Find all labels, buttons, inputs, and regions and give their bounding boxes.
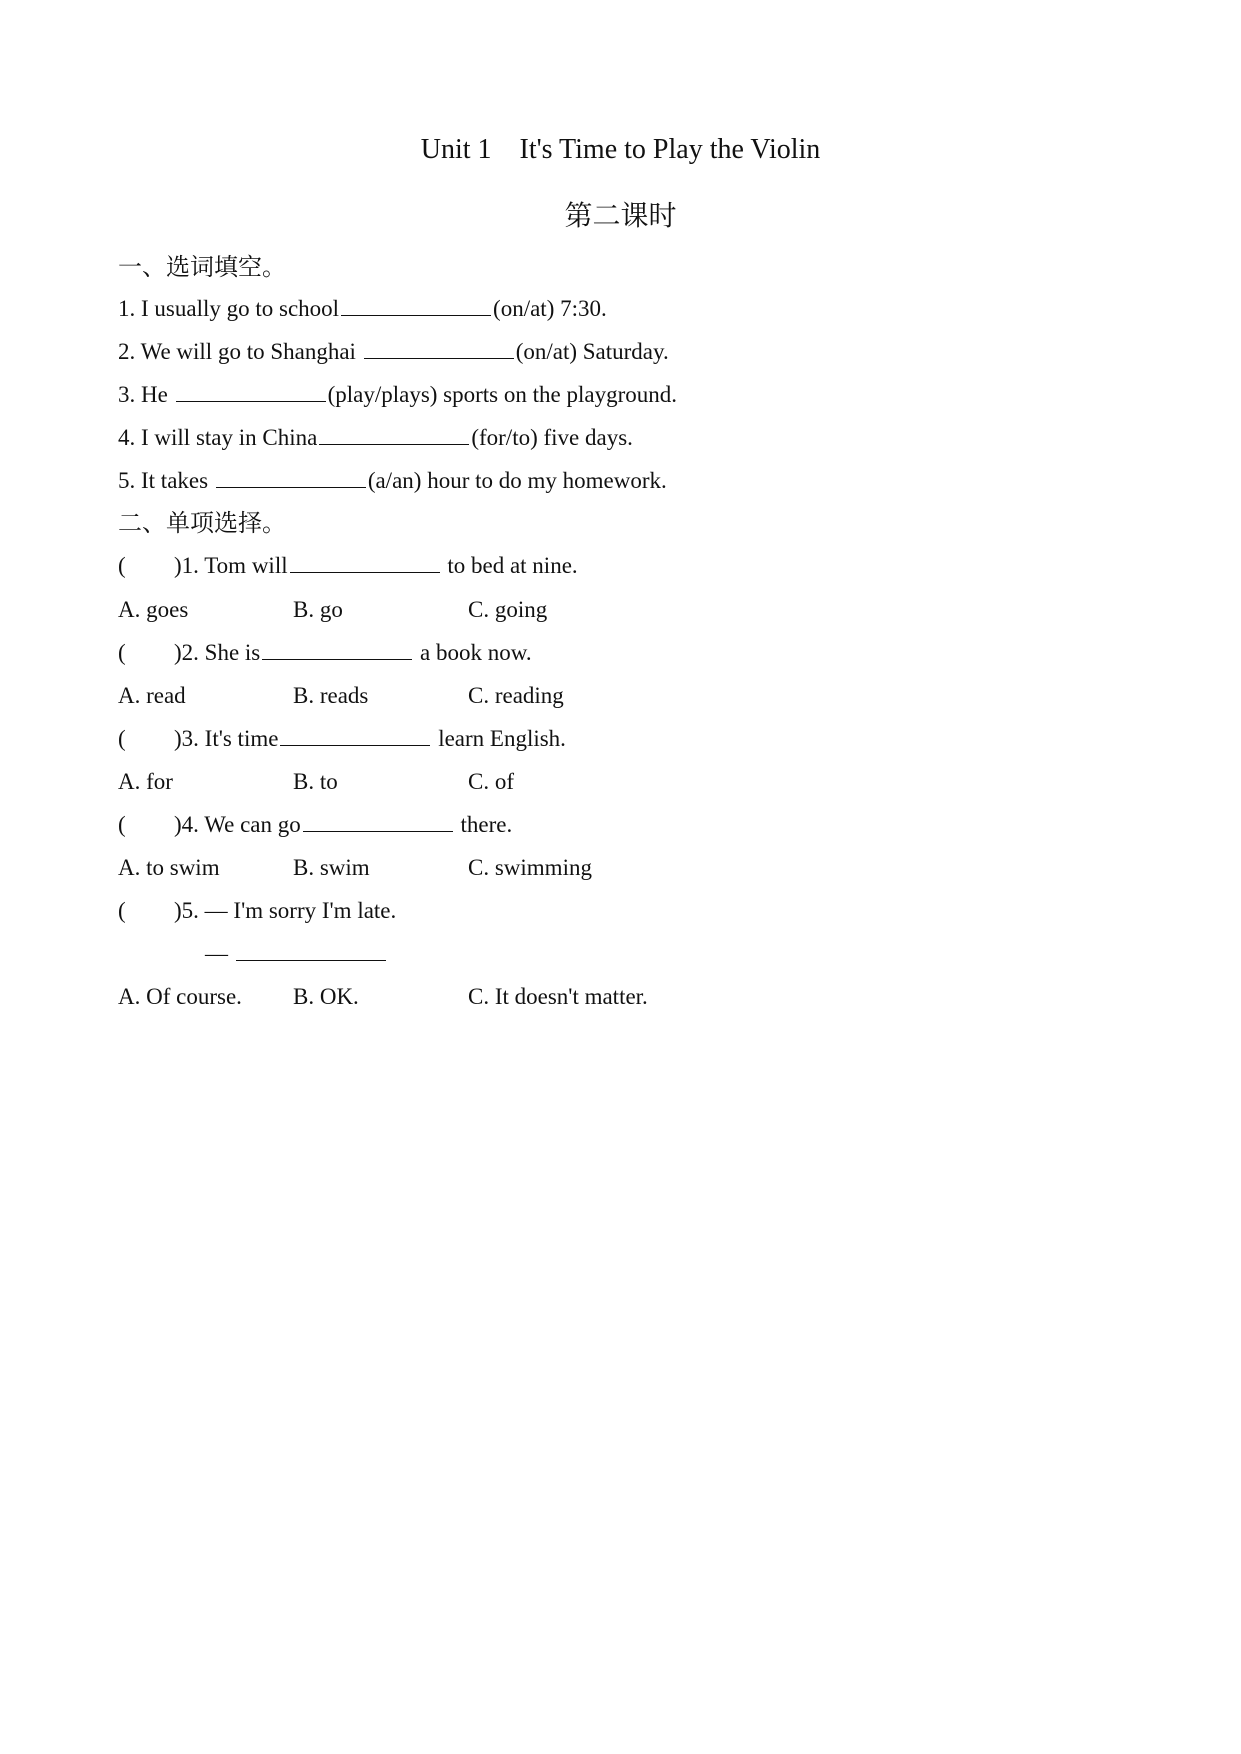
- section-2-heading: 二、单项选择。: [118, 509, 286, 537]
- fill-item-hint: (play/plays) sports on the playground.: [327, 382, 677, 407]
- option-b[interactable]: B. to: [293, 769, 338, 794]
- answer-blank[interactable]: [176, 381, 326, 402]
- mc-question-4: [118, 810, 512, 840]
- answer-paren[interactable]: (: [118, 553, 126, 578]
- answer-blank: [262, 639, 412, 660]
- option-a[interactable]: A. goes: [118, 597, 189, 622]
- dialogue-reply: [205, 939, 388, 969]
- fill-item-text: 5. It takes: [118, 468, 214, 493]
- fill-item-hint: (for/to) five days.: [471, 425, 633, 450]
- mc-question-5: [118, 896, 396, 926]
- question-text: )4. We can go: [174, 812, 301, 837]
- mc-question-3: [118, 724, 566, 754]
- option-a[interactable]: A. to swim: [118, 855, 220, 880]
- fill-item-text: 4. I will stay in China: [118, 425, 318, 450]
- answer-paren[interactable]: (: [118, 726, 126, 751]
- answer-paren[interactable]: (: [118, 640, 126, 665]
- question-text-end: there.: [454, 812, 513, 837]
- option-a[interactable]: A. for: [118, 769, 173, 794]
- option-b[interactable]: B. swim: [293, 855, 370, 880]
- fill-item-hint: (on/at) 7:30.: [493, 296, 607, 321]
- option-a[interactable]: A. Of course.: [118, 984, 242, 1009]
- answer-blank[interactable]: [341, 295, 491, 316]
- option-c[interactable]: C. swimming: [468, 855, 592, 880]
- answer-blank[interactable]: [364, 338, 514, 359]
- answer-blank: [280, 725, 430, 746]
- option-b[interactable]: B. OK.: [293, 984, 359, 1009]
- fill-item-text: 3. He: [118, 382, 174, 407]
- reply-dash: —: [205, 941, 234, 966]
- option-b[interactable]: B. go: [293, 597, 343, 622]
- question-text-end: learn English.: [432, 726, 566, 751]
- question-text: )2. She is: [174, 640, 261, 665]
- mc-question-2: [118, 638, 532, 668]
- section-1-heading: 一、选词填空。: [118, 253, 286, 281]
- lesson-subtitle: 第二课时: [564, 199, 677, 232]
- fill-item-text: 1. I usually go to school: [118, 296, 340, 321]
- fill-item-2: [118, 337, 669, 367]
- page-title: Unit 1 It's Time to Play the Violin: [420, 134, 821, 165]
- option-b[interactable]: B. reads: [293, 683, 369, 708]
- answer-paren[interactable]: (: [118, 898, 126, 923]
- fill-item-3: [118, 380, 677, 410]
- answer-blank: [236, 940, 386, 961]
- option-a[interactable]: A. read: [118, 683, 186, 708]
- option-c[interactable]: C. reading: [468, 683, 564, 708]
- fill-item-5: [118, 466, 667, 496]
- question-text: )3. It's time: [174, 726, 279, 751]
- fill-item-hint: (on/at) Saturday.: [515, 339, 669, 364]
- option-c[interactable]: C. It doesn't matter.: [468, 984, 648, 1009]
- answer-blank: [303, 811, 453, 832]
- option-c[interactable]: C. going: [468, 597, 548, 622]
- question-text: )5. — I'm sorry I'm late.: [174, 898, 397, 923]
- question-text-end: a book now.: [414, 640, 532, 665]
- question-text: )1. Tom will: [174, 553, 288, 578]
- mc-question-1: [118, 551, 578, 581]
- option-c[interactable]: C. of: [468, 769, 514, 794]
- answer-blank[interactable]: [216, 467, 366, 488]
- fill-item-hint: (a/an) hour to do my homework.: [367, 468, 667, 493]
- fill-item-4: [118, 423, 633, 453]
- answer-blank: [290, 552, 440, 573]
- answer-paren[interactable]: (: [118, 812, 126, 837]
- question-text-end: to bed at nine.: [441, 553, 578, 578]
- answer-blank[interactable]: [319, 424, 469, 445]
- fill-item-text: 2. We will go to Shanghai: [118, 339, 362, 364]
- fill-item-1: [118, 294, 607, 324]
